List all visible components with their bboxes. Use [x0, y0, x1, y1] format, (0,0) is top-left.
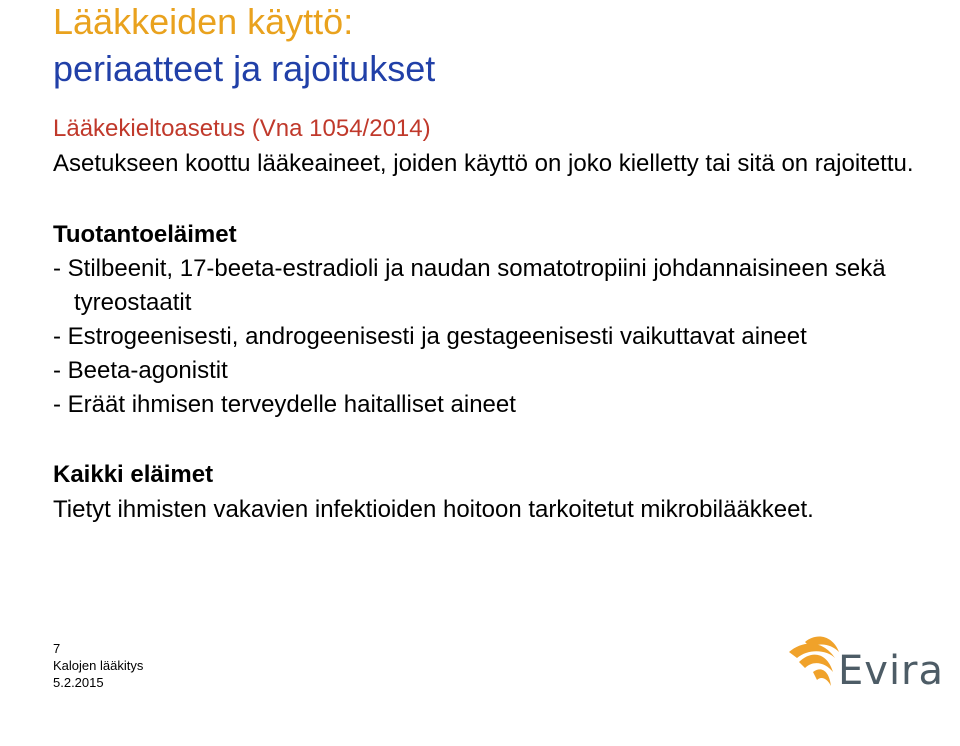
- list-item: - Stilbeenit, 17-beeta-estradioli ja naudan somatotropiini johdannaisineen sekä tyreostaatit: [53, 255, 886, 316]
- all-animals-text: Tietyt ihmisten vakavien infektioiden hoitoon tarkoitetut mikrobilääkkeet.: [53, 496, 814, 523]
- production-animals-heading: Tuotantoeläimet: [53, 221, 237, 248]
- presentation-name: Kalojen lääkitys: [53, 658, 144, 673]
- production-animals-list: [53, 252, 943, 422]
- spacer: [53, 422, 943, 458]
- slide-footer: [53, 640, 143, 691]
- presentation-date: 5.2.2015: [53, 675, 104, 690]
- slide-title-line2: periaatteet ja rajoitukset: [53, 48, 436, 89]
- regulation-text: Asetukseen koottu lääkeaineet, joiden käyttö on joko kielletty tai sitä on rajoitettu.: [53, 150, 914, 177]
- slide-title-line1: Lääkkeiden käyttö:: [53, 1, 354, 42]
- evira-logo-text: Evira: [838, 648, 945, 694]
- slide-content: [53, 112, 943, 528]
- spacer: [53, 182, 943, 218]
- all-animals-heading: Kaikki eläimet: [53, 461, 214, 488]
- page-number: 7: [53, 641, 61, 656]
- regulation-heading: Lääkekieltoasetus (Vna 1054/2014): [53, 115, 431, 142]
- list-item: - Estrogeenisesti, androgeenisesti ja gestageenisesti vaikuttavat aineet: [53, 323, 807, 350]
- list-item: - Eräät ihmisen terveydelle haitalliset aineet: [53, 391, 516, 418]
- list-item: - Beeta-agonistit: [53, 357, 228, 384]
